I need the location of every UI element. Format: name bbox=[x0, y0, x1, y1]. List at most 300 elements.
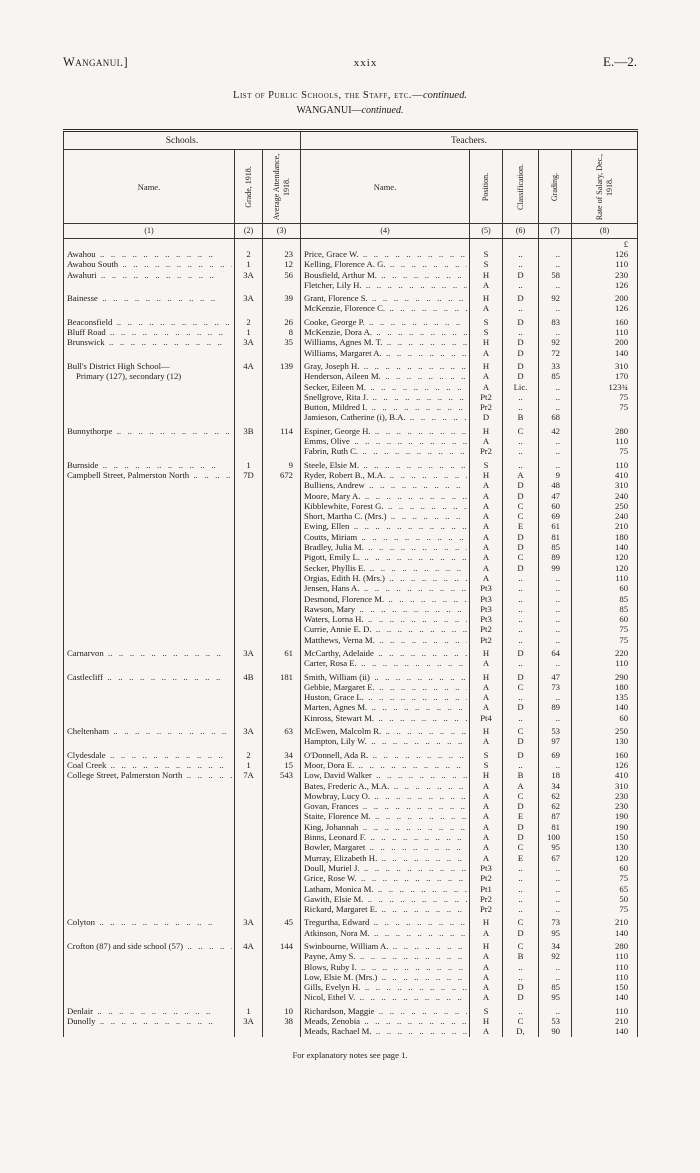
school-name-cell bbox=[64, 542, 235, 552]
position-cell: S bbox=[470, 747, 503, 760]
dot-leader bbox=[359, 249, 467, 259]
position-cell: H bbox=[470, 669, 503, 682]
salary-cell: 60 bbox=[572, 863, 638, 873]
position-cell: A bbox=[470, 658, 503, 668]
dot-leader bbox=[381, 371, 467, 381]
dot-leader bbox=[355, 604, 467, 614]
position-cell: A bbox=[470, 982, 503, 992]
table-row bbox=[64, 382, 638, 392]
grade-cell bbox=[235, 635, 263, 645]
dot-leader bbox=[371, 811, 467, 821]
school-name-cell bbox=[64, 348, 235, 358]
school-name-cell-text: Bainesse bbox=[67, 293, 98, 304]
dot-leader bbox=[360, 982, 467, 992]
grade-cell: 2 bbox=[235, 314, 263, 327]
teacher-name-cell-text: Rawson, Mary bbox=[304, 603, 356, 614]
school-name-cell-text: Awahou bbox=[67, 249, 96, 259]
teacher-name-cell bbox=[301, 702, 470, 712]
grade-cell bbox=[235, 382, 263, 392]
col-num-5: (5) bbox=[470, 224, 503, 239]
grading-cell: 97 bbox=[539, 736, 572, 746]
attendance-cell bbox=[263, 491, 301, 501]
dot-leader bbox=[370, 928, 467, 938]
grading-cell: 34 bbox=[539, 781, 572, 791]
attendance-cell bbox=[263, 532, 301, 542]
attendance-cell bbox=[263, 982, 301, 992]
teacher-name-cell-text: Desmond, Florence M. bbox=[304, 593, 385, 604]
table-row bbox=[64, 951, 638, 961]
grading-cell: .. bbox=[539, 583, 572, 593]
school-name-cell-text: Castlecliff bbox=[67, 671, 104, 682]
teacher-name-cell bbox=[301, 736, 470, 746]
classification-cell: .. bbox=[503, 904, 539, 914]
grading-cell: 69 bbox=[539, 747, 572, 760]
table-row bbox=[64, 992, 638, 1002]
grade-cell bbox=[235, 842, 263, 852]
attendance-cell: 39 bbox=[263, 290, 301, 303]
school-name-cell bbox=[64, 914, 235, 927]
teacher-name-cell-text: Short, Martha C. (Mrs.) bbox=[304, 511, 387, 522]
salary-cell: 240 bbox=[572, 511, 638, 521]
teacher-name-cell-text: Pigott, Emily L. bbox=[304, 552, 360, 563]
teacher-name-cell-text: Henderson, Aileen M. bbox=[304, 371, 381, 382]
teacher-name-cell-text: Coutts, Miriam bbox=[304, 531, 358, 542]
grade-cell bbox=[235, 781, 263, 791]
teacher-name-cell bbox=[301, 290, 470, 303]
school-name-cell bbox=[64, 521, 235, 531]
classification-cell: .. bbox=[503, 972, 539, 982]
dot-leader bbox=[363, 894, 467, 904]
school-name-cell bbox=[64, 702, 235, 712]
teacher-name-cell bbox=[301, 951, 470, 961]
teacher-name-cell-text: Latham, Monica M. bbox=[304, 883, 374, 894]
table-row bbox=[64, 501, 638, 511]
grading-cell: 69 bbox=[539, 511, 572, 521]
dot-leader bbox=[362, 280, 467, 290]
attendance-cell bbox=[263, 594, 301, 604]
school-name-cell-text: Awahuri bbox=[67, 269, 97, 280]
position-cell: A bbox=[470, 303, 503, 313]
position-cell: S bbox=[470, 457, 503, 470]
grading-cell: .. bbox=[539, 249, 572, 259]
attendance-cell: 139 bbox=[263, 358, 301, 371]
col-header-average-attendance: Average Attendance, 1918. bbox=[263, 150, 301, 224]
classification-cell: E bbox=[503, 811, 539, 821]
teacher-name-cell-text: Snellgrove, Rita J. bbox=[304, 391, 369, 402]
grade-cell: 3A bbox=[235, 270, 263, 280]
teacher-name-cell-text: Staite, Florence M. bbox=[304, 811, 371, 822]
dot-leader bbox=[357, 873, 467, 883]
attendance-cell: 144 bbox=[263, 938, 301, 951]
teacher-name-cell bbox=[301, 972, 470, 982]
classification-cell: .. bbox=[503, 327, 539, 337]
teacher-name-cell-text: Kelling, Florence A. G. bbox=[304, 259, 386, 270]
classification-cell: .. bbox=[503, 884, 539, 894]
grade-cell: 1 bbox=[235, 1003, 263, 1016]
table-row bbox=[64, 791, 638, 801]
dot-leader bbox=[106, 750, 232, 760]
attendance-cell bbox=[263, 682, 301, 692]
salary-cell: 130 bbox=[572, 736, 638, 746]
school-name-cell bbox=[64, 873, 235, 883]
salary-cell: 410 bbox=[572, 470, 638, 480]
classification-cell: B bbox=[503, 770, 539, 780]
school-name-cell bbox=[64, 604, 235, 614]
dot-leader bbox=[372, 327, 467, 337]
teacher-name-cell bbox=[301, 822, 470, 832]
grading-cell: .. bbox=[539, 692, 572, 702]
grade-cell bbox=[235, 928, 263, 938]
table-row bbox=[64, 480, 638, 490]
table-row bbox=[64, 863, 638, 873]
page-number: xxix bbox=[353, 57, 378, 69]
grading-cell: 64 bbox=[539, 645, 572, 658]
col-num-2: (2) bbox=[235, 224, 263, 239]
teacher-name-cell-text: Bulliens, Andrew bbox=[304, 480, 365, 491]
classification-cell: A bbox=[503, 470, 539, 480]
classification-cell: C bbox=[503, 914, 539, 927]
teacher-name-cell-text: Emms, Olive bbox=[304, 436, 350, 447]
table-row bbox=[64, 894, 638, 904]
classification-cell: C bbox=[503, 423, 539, 436]
salary-cell: 75 bbox=[572, 873, 638, 883]
classification-cell: .. bbox=[503, 573, 539, 583]
dot-leader bbox=[359, 361, 467, 371]
classification-cell: D bbox=[503, 532, 539, 542]
dot-leader bbox=[357, 962, 467, 972]
school-name-cell-text: Beaconsfield bbox=[67, 316, 113, 327]
school-name-cell-text: Coal Creek bbox=[67, 759, 107, 770]
grading-cell: 92 bbox=[539, 337, 572, 347]
school-name-cell bbox=[64, 1016, 235, 1026]
dot-leader bbox=[384, 594, 467, 604]
grading-cell: 18 bbox=[539, 770, 572, 780]
grade-cell: 1 bbox=[235, 457, 263, 470]
school-name-cell bbox=[64, 658, 235, 668]
table-row bbox=[64, 1003, 638, 1016]
table-row bbox=[64, 747, 638, 760]
classification-cell: D bbox=[503, 314, 539, 327]
grading-cell: .. bbox=[539, 436, 572, 446]
col-num-3: (3) bbox=[263, 224, 301, 239]
school-name-cell bbox=[64, 327, 235, 337]
grading-cell: .. bbox=[539, 962, 572, 972]
classification-cell: C bbox=[503, 501, 539, 511]
teacher-name-cell bbox=[301, 511, 470, 521]
teacher-name-cell-text: Gawith, Elsie M. bbox=[304, 893, 364, 904]
dot-leader bbox=[367, 736, 467, 746]
attendance-cell: 543 bbox=[263, 770, 301, 780]
grading-cell: .. bbox=[539, 760, 572, 770]
teacher-name-cell-text: Williams, Agnes M. T. bbox=[304, 337, 383, 348]
teacher-name-cell-text: Williams, Margaret A. bbox=[304, 347, 382, 358]
salary-cell: 250 bbox=[572, 501, 638, 511]
teacher-name-cell bbox=[301, 811, 470, 821]
col-header-teacher-name: Name. bbox=[301, 150, 470, 224]
position-cell: Pt3 bbox=[470, 583, 503, 593]
grade-cell bbox=[235, 822, 263, 832]
teacher-name-cell bbox=[301, 249, 470, 259]
dot-leader bbox=[374, 648, 467, 658]
grading-cell: 53 bbox=[539, 1016, 572, 1026]
column-labels-row bbox=[64, 150, 638, 224]
teacher-name-cell bbox=[301, 436, 470, 446]
col-header-school-name: Name. bbox=[64, 150, 235, 224]
teacher-name-cell bbox=[301, 501, 470, 511]
grading-cell: .. bbox=[539, 713, 572, 723]
salary-cell: 126 bbox=[572, 249, 638, 259]
teacher-name-cell bbox=[301, 928, 470, 938]
teacher-name-cell bbox=[301, 635, 470, 645]
attendance-cell bbox=[263, 436, 301, 446]
grading-cell: 95 bbox=[539, 928, 572, 938]
dot-leader bbox=[372, 770, 467, 780]
teacher-name-cell bbox=[301, 280, 470, 290]
salary-cell: 110 bbox=[572, 457, 638, 470]
classification-cell: D bbox=[503, 982, 539, 992]
attendance-cell bbox=[263, 884, 301, 894]
classification-cell: .. bbox=[503, 894, 539, 904]
table-row bbox=[64, 736, 638, 746]
teacher-name-cell-text: Marten, Agnes M. bbox=[304, 702, 368, 713]
attendance-cell: 61 bbox=[263, 645, 301, 658]
attendance-cell bbox=[263, 563, 301, 573]
grade-cell: 7A bbox=[235, 770, 263, 780]
grade-cell bbox=[235, 894, 263, 904]
salary-cell: 65 bbox=[572, 884, 638, 894]
salary-cell: 126 bbox=[572, 303, 638, 313]
salary-cell: 180 bbox=[572, 682, 638, 692]
table-row bbox=[64, 532, 638, 542]
salary-cell: 230 bbox=[572, 270, 638, 280]
salary-cell: 140 bbox=[572, 992, 638, 1002]
attendance-cell bbox=[263, 713, 301, 723]
table-row bbox=[64, 614, 638, 624]
classification-cell: .. bbox=[503, 760, 539, 770]
position-cell: A bbox=[470, 962, 503, 972]
teacher-name-cell bbox=[301, 314, 470, 327]
classification-cell: C bbox=[503, 1016, 539, 1026]
school-name-cell bbox=[64, 491, 235, 501]
teacher-name-cell bbox=[301, 583, 470, 593]
dot-leader bbox=[374, 1006, 467, 1016]
dot-leader bbox=[93, 1006, 232, 1016]
school-name-cell bbox=[64, 563, 235, 573]
dot-leader bbox=[357, 532, 467, 542]
table-row bbox=[64, 290, 638, 303]
grading-cell: 67 bbox=[539, 853, 572, 863]
grade-cell bbox=[235, 873, 263, 883]
dot-leader bbox=[384, 501, 467, 511]
teacher-name-cell-text: King, Johannah bbox=[304, 821, 359, 832]
grade-cell bbox=[235, 692, 263, 702]
attendance-cell bbox=[263, 702, 301, 712]
grading-cell: 92 bbox=[539, 951, 572, 961]
dot-leader bbox=[366, 382, 467, 392]
attendance-cell: 38 bbox=[263, 1016, 301, 1026]
classification-cell: D bbox=[503, 992, 539, 1002]
teacher-name-cell-text: Price, Grace W. bbox=[304, 249, 359, 259]
position-cell: A bbox=[470, 436, 503, 446]
grading-cell: 99 bbox=[539, 563, 572, 573]
teacher-name-cell-text: Swinbourne, William A. bbox=[304, 941, 389, 951]
table-row bbox=[64, 962, 638, 972]
grading-cell: 47 bbox=[539, 669, 572, 682]
group-header-teachers: Teachers. bbox=[301, 131, 638, 150]
teacher-name-cell bbox=[301, 645, 470, 658]
classification-cell: .. bbox=[503, 446, 539, 456]
position-cell: A bbox=[470, 781, 503, 791]
position-cell: Pt2 bbox=[470, 635, 503, 645]
salary-cell bbox=[572, 412, 638, 422]
table-row bbox=[64, 635, 638, 645]
grade-cell bbox=[235, 280, 263, 290]
dot-leader bbox=[97, 270, 232, 280]
classification-cell: D bbox=[503, 270, 539, 280]
position-cell: A bbox=[470, 928, 503, 938]
footnote: For explanatory notes see page 1. bbox=[292, 1049, 408, 1060]
table-row bbox=[64, 552, 638, 562]
classification-cell: .. bbox=[503, 303, 539, 313]
grade-cell bbox=[235, 303, 263, 313]
grade-cell bbox=[235, 736, 263, 746]
attendance-cell bbox=[263, 842, 301, 852]
table-row bbox=[64, 669, 638, 682]
table-row bbox=[64, 811, 638, 821]
grading-cell: 81 bbox=[539, 532, 572, 542]
salary-cell: 110 bbox=[572, 573, 638, 583]
school-name-cell bbox=[64, 992, 235, 1002]
grading-cell: 85 bbox=[539, 371, 572, 381]
attendance-cell bbox=[263, 402, 301, 412]
classification-cell: D bbox=[503, 371, 539, 381]
dot-leader bbox=[377, 904, 467, 914]
classification-cell: .. bbox=[503, 436, 539, 446]
table-row bbox=[64, 303, 638, 313]
classification-cell: .. bbox=[503, 713, 539, 723]
grade-cell bbox=[235, 348, 263, 358]
grade-cell bbox=[235, 491, 263, 501]
attendance-cell bbox=[263, 1026, 301, 1036]
grading-cell: 95 bbox=[539, 992, 572, 1002]
teacher-name-cell bbox=[301, 713, 470, 723]
teacher-name-cell bbox=[301, 658, 470, 668]
school-name-cell-text: Campbell Street, Palmerston North bbox=[67, 469, 190, 480]
position-cell: H bbox=[470, 470, 503, 480]
grading-cell: 34 bbox=[539, 938, 572, 951]
school-name-cell-text: Burnside bbox=[67, 459, 99, 470]
grade-cell bbox=[235, 863, 263, 873]
table-row bbox=[64, 760, 638, 770]
grading-cell: 53 bbox=[539, 723, 572, 736]
position-cell: A bbox=[470, 972, 503, 982]
attendance-cell bbox=[263, 736, 301, 746]
grade-cell bbox=[235, 713, 263, 723]
teacher-name-cell-text: Moor, Dora E. bbox=[304, 759, 355, 770]
teacher-name-cell-text: Gray, Joseph H. bbox=[304, 360, 360, 371]
table-row bbox=[64, 583, 638, 593]
grading-cell: 81 bbox=[539, 822, 572, 832]
salary-cell: 123¾ bbox=[572, 382, 638, 392]
teacher-name-cell-text: Richardson, Maggie bbox=[304, 1005, 375, 1016]
teacher-name-cell bbox=[301, 480, 470, 490]
school-name-cell bbox=[64, 1003, 235, 1016]
position-cell: S bbox=[470, 760, 503, 770]
grading-cell: 42 bbox=[539, 423, 572, 436]
position-cell: Pt4 bbox=[470, 713, 503, 723]
classification-cell: D bbox=[503, 542, 539, 552]
table-row bbox=[64, 604, 638, 614]
classification-cell: D bbox=[503, 928, 539, 938]
col-num-4: (4) bbox=[301, 224, 470, 239]
grade-cell bbox=[235, 392, 263, 402]
classification-cell: C bbox=[503, 511, 539, 521]
table-row bbox=[64, 904, 638, 914]
attendance-cell: 8 bbox=[263, 327, 301, 337]
position-cell: A bbox=[470, 692, 503, 702]
teacher-name-cell bbox=[301, 532, 470, 542]
school-name-cell bbox=[64, 747, 235, 760]
teacher-name-cell bbox=[301, 457, 470, 470]
teacher-name-cell bbox=[301, 914, 470, 927]
attendance-cell bbox=[263, 348, 301, 358]
position-cell: A bbox=[470, 1026, 503, 1036]
salary-cell: 220 bbox=[572, 645, 638, 658]
teacher-name-cell-text: Meads, Rachael M. bbox=[304, 1026, 372, 1037]
school-name-cell-text: Crofton (87) and side school (57) bbox=[67, 941, 184, 951]
teacher-name-cell bbox=[301, 770, 470, 780]
attendance-cell bbox=[263, 951, 301, 961]
salary-cell: 200 bbox=[572, 290, 638, 303]
grading-cell: 48 bbox=[539, 480, 572, 490]
col-header-grading: Grading. bbox=[539, 150, 572, 224]
school-name-cell bbox=[64, 635, 235, 645]
teacher-name-cell bbox=[301, 669, 470, 682]
table-row bbox=[64, 542, 638, 552]
grade-cell: 4A bbox=[235, 358, 263, 371]
salary-cell: 280 bbox=[572, 423, 638, 436]
school-name-cell bbox=[64, 402, 235, 412]
col-header-salary: Rate of Salary, Dec., 1918. bbox=[572, 150, 638, 224]
table-row bbox=[64, 337, 638, 347]
dot-leader bbox=[360, 583, 468, 593]
dot-leader bbox=[105, 337, 232, 347]
teacher-name-cell-text: Tregurtha, Edward bbox=[304, 917, 370, 928]
position-cell: A bbox=[470, 382, 503, 392]
position-cell: A bbox=[470, 822, 503, 832]
teacher-name-cell-text: Bates, Frederic A., M.A. bbox=[304, 780, 390, 791]
classification-cell: .. bbox=[503, 863, 539, 873]
school-name-cell bbox=[64, 392, 235, 402]
col-header-grade: Grade, 1918. bbox=[235, 150, 263, 224]
position-cell: H bbox=[470, 270, 503, 280]
dot-leader bbox=[183, 941, 232, 951]
dot-leader bbox=[368, 392, 467, 402]
table-row bbox=[64, 884, 638, 894]
school-name-cell bbox=[64, 249, 235, 259]
dot-leader bbox=[360, 491, 467, 501]
teacher-name-cell-text: Secker, Eileen M. bbox=[304, 381, 366, 392]
attendance-cell: 9 bbox=[263, 457, 301, 470]
attendance-cell: 15 bbox=[263, 760, 301, 770]
attendance-cell bbox=[263, 894, 301, 904]
grading-cell: 47 bbox=[539, 491, 572, 501]
teacher-name-cell-text: McKenzie, Dora A. bbox=[304, 327, 373, 338]
teacher-name-cell-text: McCarthy, Adelaide bbox=[304, 647, 374, 658]
salary-cell: 85 bbox=[572, 594, 638, 604]
attendance-cell bbox=[263, 904, 301, 914]
salary-cell: 110 bbox=[572, 1003, 638, 1016]
